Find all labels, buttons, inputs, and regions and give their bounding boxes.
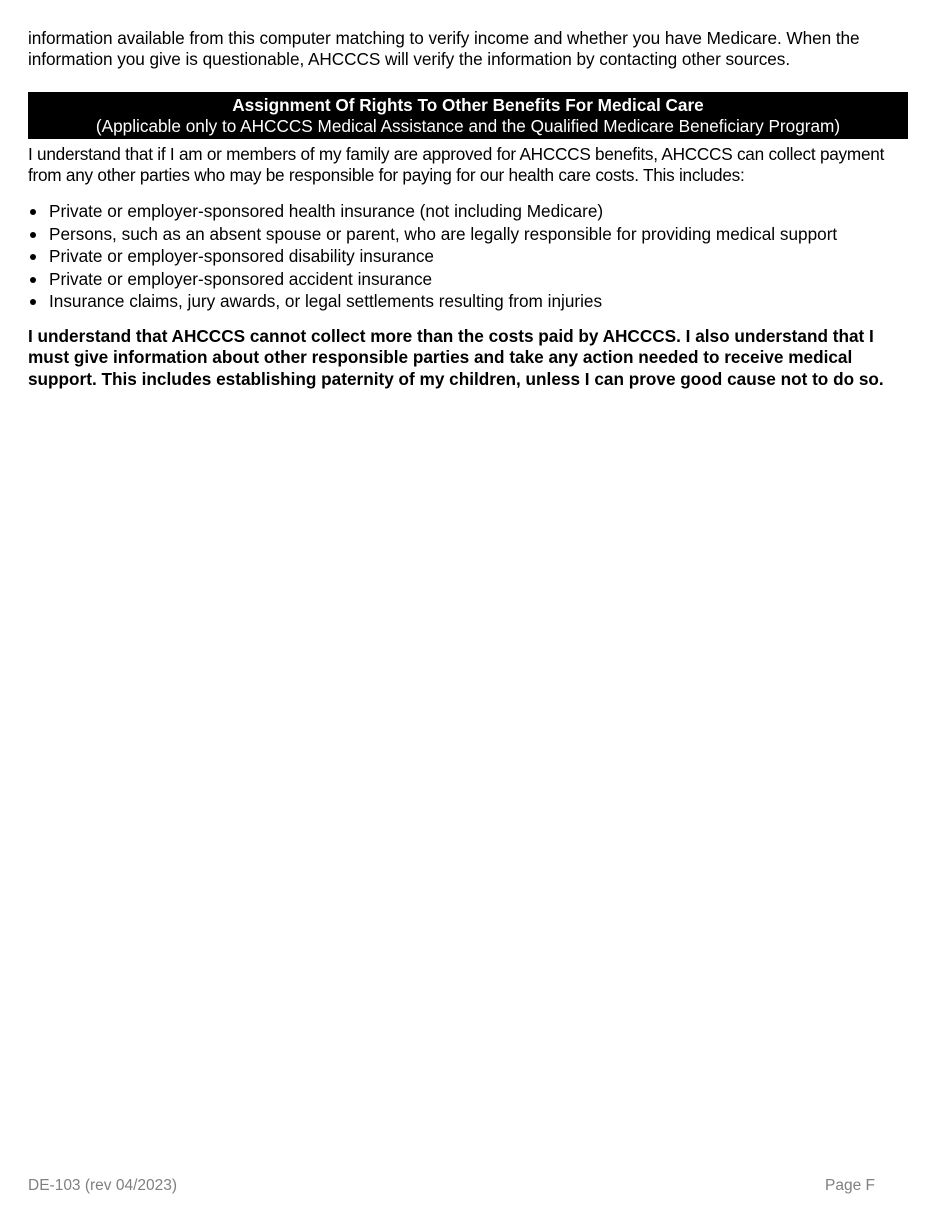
document-page	[28, 28, 913, 390]
form-id: DE-103 (rev 04/2023)	[28, 1177, 178, 1194]
list-item	[28, 245, 913, 268]
bullet-icon	[30, 232, 36, 238]
covered-parties-list	[28, 200, 913, 313]
list-item-text: Private or employer-sponsored disability insurance	[49, 246, 434, 266]
list-item-text: Insurance claims, jury awards, or legal settlements resulting from injuries	[49, 291, 603, 311]
list-item-text: Private or employer-sponsored accident insurance	[49, 268, 433, 289]
list-item-text: Private or employer-sponsored health insurance (not including Medicare)	[49, 201, 604, 221]
list-item	[28, 290, 913, 313]
intro-paragraph: information available from this computer matching to verify income and whether you have Medicare. When the information you give is questionable, AHCCCS will verify the information by contacting other sources.	[28, 28, 860, 69]
bullet-icon	[30, 209, 36, 215]
bullet-icon	[30, 254, 36, 260]
list-item-text: Persons, such as an absent spouse or parent, who are legally responsible for providing medical support	[49, 223, 838, 244]
lead-paragraph: I understand that if I am or members of my family are approved for AHCCCS benefits, AHCCCS can collect payment from any other parties who may be responsible for paying for our health care costs. This includes:	[28, 144, 885, 185]
page-number: Page F	[825, 1177, 875, 1194]
bullet-icon	[30, 299, 36, 305]
section-header-banner	[28, 92, 908, 139]
section-subtitle: (Applicable only to AHCCCS Medical Assistance and the Qualified Medicare Beneficiary Program)	[95, 116, 841, 136]
list-item	[28, 223, 913, 246]
section-title: Assignment Of Rights To Other Benefits For Medical Care	[232, 95, 704, 115]
list-item	[28, 200, 913, 223]
acknowledgement-statement: I understand that AHCCCS cannot collect more than the costs paid by AHCCCS. I also understand that I must give information about other responsible parties and take any action needed to receive medical support. This includes establishing paternity of my children, unless I can prove good cause not to do so.	[28, 325, 884, 389]
list-item	[28, 268, 913, 291]
bullet-icon	[30, 277, 36, 283]
